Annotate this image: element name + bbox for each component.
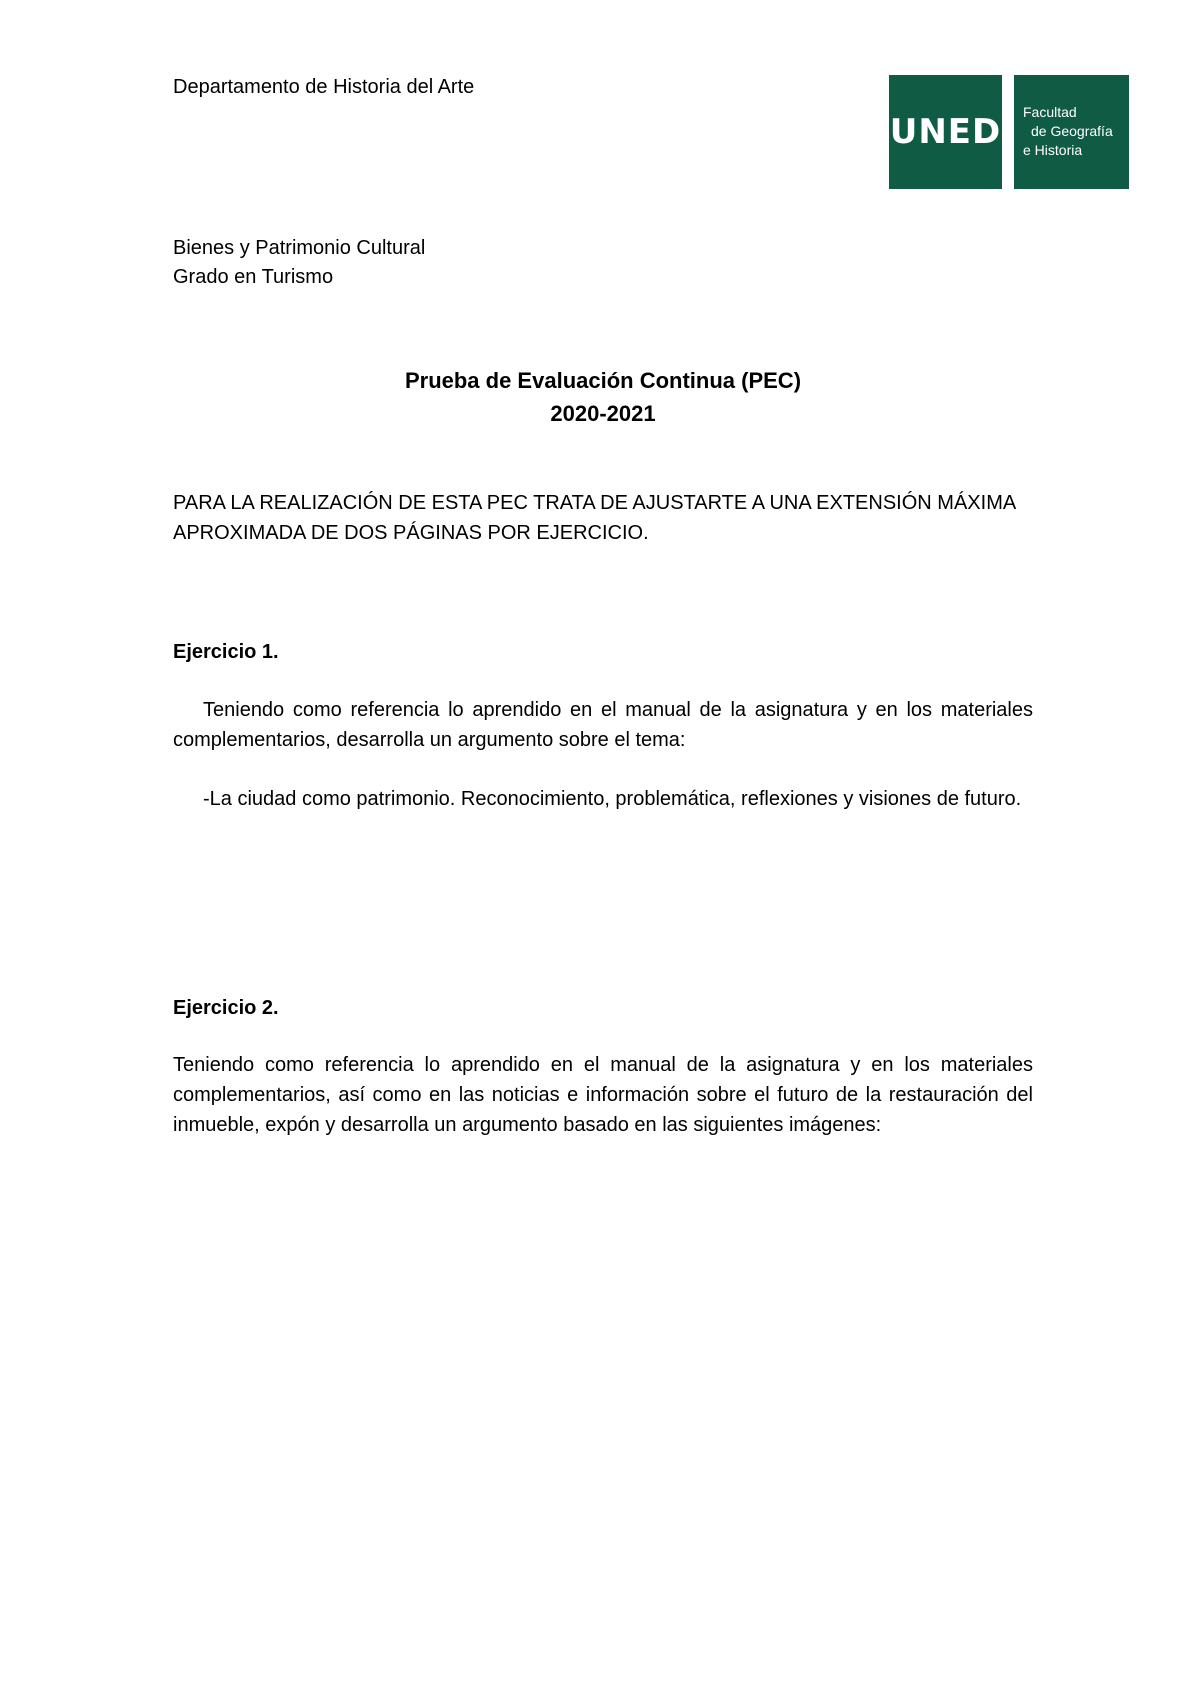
course-subject: Bienes y Patrimonio Cultural xyxy=(173,237,426,259)
faculty-line-2: de Geografía xyxy=(1031,123,1113,139)
length-notice: PARA LA REALIZACIÓN DE ESTA PEC TRATA DE AJUSTARTE A UNA EXTENSIÓN MÁXIMA APROXIMADA DE DOS PÁGINAS POR EJERCICIO. xyxy=(173,492,1016,544)
department-name: Departamento de Historia del Arte xyxy=(173,76,475,98)
exercise-2-paragraph-1: Teniendo como referencia lo aprendido en el manual de la asignatura y en los materiales complementarios, así como en las noticias e información sobre el futuro de la restauración del inmueble, expón y desarrolla un argumento basado en las siguientes imágenes: xyxy=(173,1054,1033,1136)
title-line-2: 2020-2021 xyxy=(550,401,656,426)
document-title xyxy=(173,364,1033,430)
exercise-2-heading: Ejercicio 2. xyxy=(173,997,279,1019)
exercise-1-heading: Ejercicio 1. xyxy=(173,641,279,663)
uned-logo xyxy=(889,75,1129,189)
course-degree: Grado en Turismo xyxy=(173,266,334,288)
faculty-line-3: e Historia xyxy=(1023,142,1083,158)
exercise-1-paragraph-1: Teniendo como referencia lo aprendido en el manual de la asignatura y en los materiales complementarios, desarrolla un argumento sobre el tema: xyxy=(173,699,1033,751)
uned-brand-mark xyxy=(889,75,1002,189)
uned-brand-text: UNED xyxy=(889,112,1002,152)
faculty-mark xyxy=(1014,75,1129,189)
faculty-line-1: Facultad xyxy=(1023,104,1077,120)
exercise-1-paragraph-2: -La ciudad como patrimonio. Reconocimiento, problemática, reflexiones y visiones de futuro. xyxy=(203,788,1022,810)
title-line-1: Prueba de Evaluación Continua (PEC) xyxy=(404,368,802,393)
